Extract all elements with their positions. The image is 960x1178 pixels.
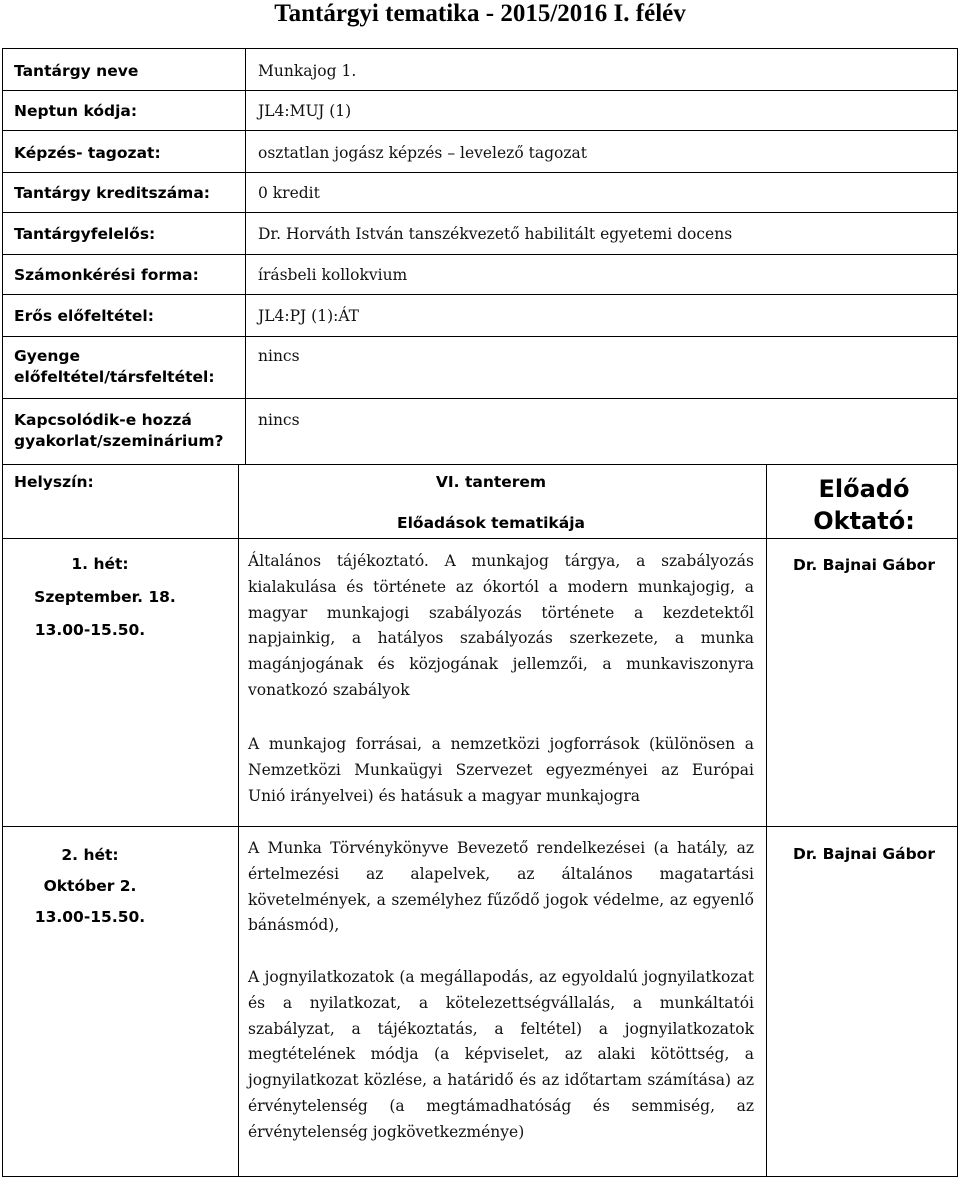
week1-date: Szeptember. 18. <box>34 588 176 606</box>
row-value-neptun-code: JL4:MUJ (1) <box>258 102 352 120</box>
row-label-seminar-2: gyakorlat/szeminárium? <box>14 432 224 450</box>
row-label-weak-prereq-2: előfeltétel/társfeltétel: <box>14 368 215 386</box>
row-label-subject-name: Tantárgy neve <box>14 62 139 80</box>
week1-label: 1. hét: <box>71 555 129 573</box>
week2-label: 2. hét: <box>61 846 119 864</box>
row-label-training: Képzés- tagozat: <box>14 144 161 162</box>
week2-date: Október 2. <box>43 877 137 895</box>
row-value-training: osztatlan jogász képzés – levelező tagozat <box>258 144 587 162</box>
row-value-exam-form: írásbeli kollokvium <box>258 266 408 284</box>
row-value-seminar: nincs <box>258 411 300 429</box>
row-value-responsible: Dr. Horváth István tanszékvezető habilitált egyetemi docens <box>258 225 733 243</box>
row-value-credits: 0 kredit <box>258 184 320 202</box>
row-label-strong-prereq: Erős előfeltétel: <box>14 307 154 325</box>
row-label-seminar-1: Kapcsolódik-e hozzá <box>14 411 192 429</box>
week1-teacher: Dr. Bajnai Gábor <box>793 556 935 574</box>
row-value-weak-prereq: nincs <box>258 347 300 365</box>
teacher-header-line2: Oktató: <box>813 507 915 535</box>
week2-topic-1: A Munka Törvénykönyve Bevezető rendelkezései (a hatály, az értelmezési az alapelvek, az általános magatartási követelmények, a személyhez fűződő jogok védelme, az egyenlő bánásmód), <box>248 839 754 935</box>
row-value-strong-prereq: JL4:PJ (1):ÁT <box>258 307 360 325</box>
week1-topic-1: Általános tájékoztató. A munkajog tárgya, a szabályozás kialakulása és története az ókortól a modern munkajogig, a magyar munkajogi szabályozás története a kezdetektől napjainkig, a hatályos szabályozás szerkezete, a munka magánjogának és közjogának jellemzői, a munkaviszonyra vonatkozó szabályok <box>248 552 754 699</box>
lectures-header: Előadások tematikája <box>397 514 585 532</box>
week2-time: 13.00-15.50. <box>34 908 146 926</box>
location-label: Helyszín: <box>14 473 94 491</box>
teacher-header-line1: Előadó <box>818 475 910 503</box>
week1-topic-2: A munkajog forrásai, a nemzetközi jogforrások (különösen a Nemzetközi Munkaügyi Szervezet egyezményei az Európai Unió irányelvei) és hatásuk a magyar munkajogra <box>248 735 754 805</box>
row-value-subject-name: Munkajog 1. <box>258 62 357 80</box>
row-label-weak-prereq-1: Gyenge <box>14 347 80 365</box>
row-label-credits: Tantárgy kreditszáma: <box>14 184 210 202</box>
location-value: VI. tanterem <box>435 473 547 491</box>
page-title: Tantárgyi tematika - 2015/2016 I. félév <box>274 0 686 27</box>
row-label-exam-form: Számonkérési forma: <box>14 266 199 284</box>
row-label-responsible: Tantárgyfelelős: <box>14 225 156 243</box>
week2-teacher: Dr. Bajnai Gábor <box>793 845 935 863</box>
week1-time: 13.00-15.50. <box>34 621 146 639</box>
row-label-neptun-code: Neptun kódja: <box>14 102 138 120</box>
week2-topic-2: A jognyilatkozatok (a megállapodás, az egyoldalú jognyilatkozat és a nyilatkozat, a kötelezettségvállalás, a munkáltatói szabályzat, a tájékoztatás, a feltétel) a jognyilatkozatok megtételének módja (a képviselet, az alaki kötöttség, a jognyilatkozat közlése, a határidő és az időtartam számítása) az érvénytelenség (a megtámadhatóság és semmiség, az érvénytelenség jogkövetkezménye) <box>248 968 754 1141</box>
